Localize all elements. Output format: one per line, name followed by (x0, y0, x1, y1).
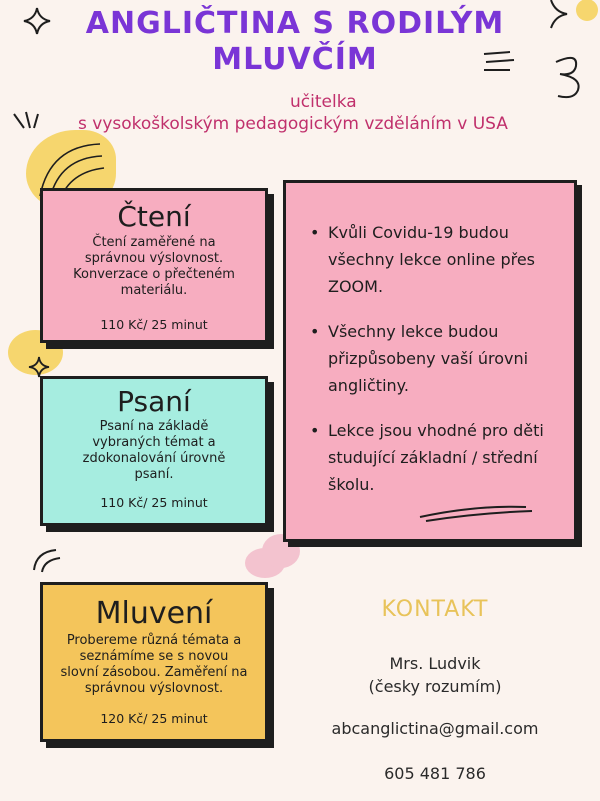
contact-note: (česky rozumím) (368, 677, 502, 696)
star-doodle-icon (545, 0, 600, 30)
underline-scribble-icon (416, 501, 536, 523)
card-description: Probereme různá témata a seznámíme se s novou slovní zásobou. Zaměření na správnou výslovnost. (60, 633, 248, 696)
card-price: 110 Kč/ 25 minut (100, 495, 208, 510)
info-item: • Lekce jsou vhodné pro děti studující základní / střední školu. (308, 417, 556, 498)
sparkle-icon (28, 356, 50, 378)
contact-heading: KONTAKT (381, 597, 489, 622)
contact-phone[interactable]: 605 481 786 (384, 764, 486, 783)
sparkle-icon (22, 6, 52, 36)
speaking-card (40, 582, 268, 742)
reading-card (40, 188, 268, 343)
contact-email-link[interactable]: abcanglictina@gmail.com (331, 719, 539, 738)
subtitle-education: s vysokoškolským pedagogickým vzděláním v USA (78, 114, 508, 134)
info-box (283, 180, 577, 542)
writing-card (40, 376, 268, 526)
card-title: Mluvení (95, 596, 213, 631)
info-list (308, 219, 556, 498)
card-price: 120 Kč/ 25 minut (100, 711, 208, 726)
card-title: Psaní (117, 385, 191, 418)
card-title: Čtení (117, 200, 191, 233)
info-item: • Kvůli Covidu-19 budou všechny lekce online přes ZOOM. (308, 219, 556, 300)
card-description: Psaní na základě vybraných témat a zdokonalování úrovně psaní. (82, 419, 226, 482)
curve-lines-icon (30, 546, 70, 576)
page-title: ANGLIČTINA S RODILÝM MLUVČÍM (85, 6, 505, 77)
subtitle-role: učitelka (290, 92, 357, 112)
squiggle-icon (548, 52, 593, 102)
contact-name: Mrs. Ludvik (389, 654, 481, 673)
info-item: • Všechny lekce budou přizpůsobeny vaší úrovni angličtiny. (308, 318, 556, 399)
card-description: Čtení zaměřené na správnou výslovnost. Konverzace o přečteném materiálu. (73, 235, 235, 298)
card-price: 110 Kč/ 25 minut (100, 317, 208, 332)
